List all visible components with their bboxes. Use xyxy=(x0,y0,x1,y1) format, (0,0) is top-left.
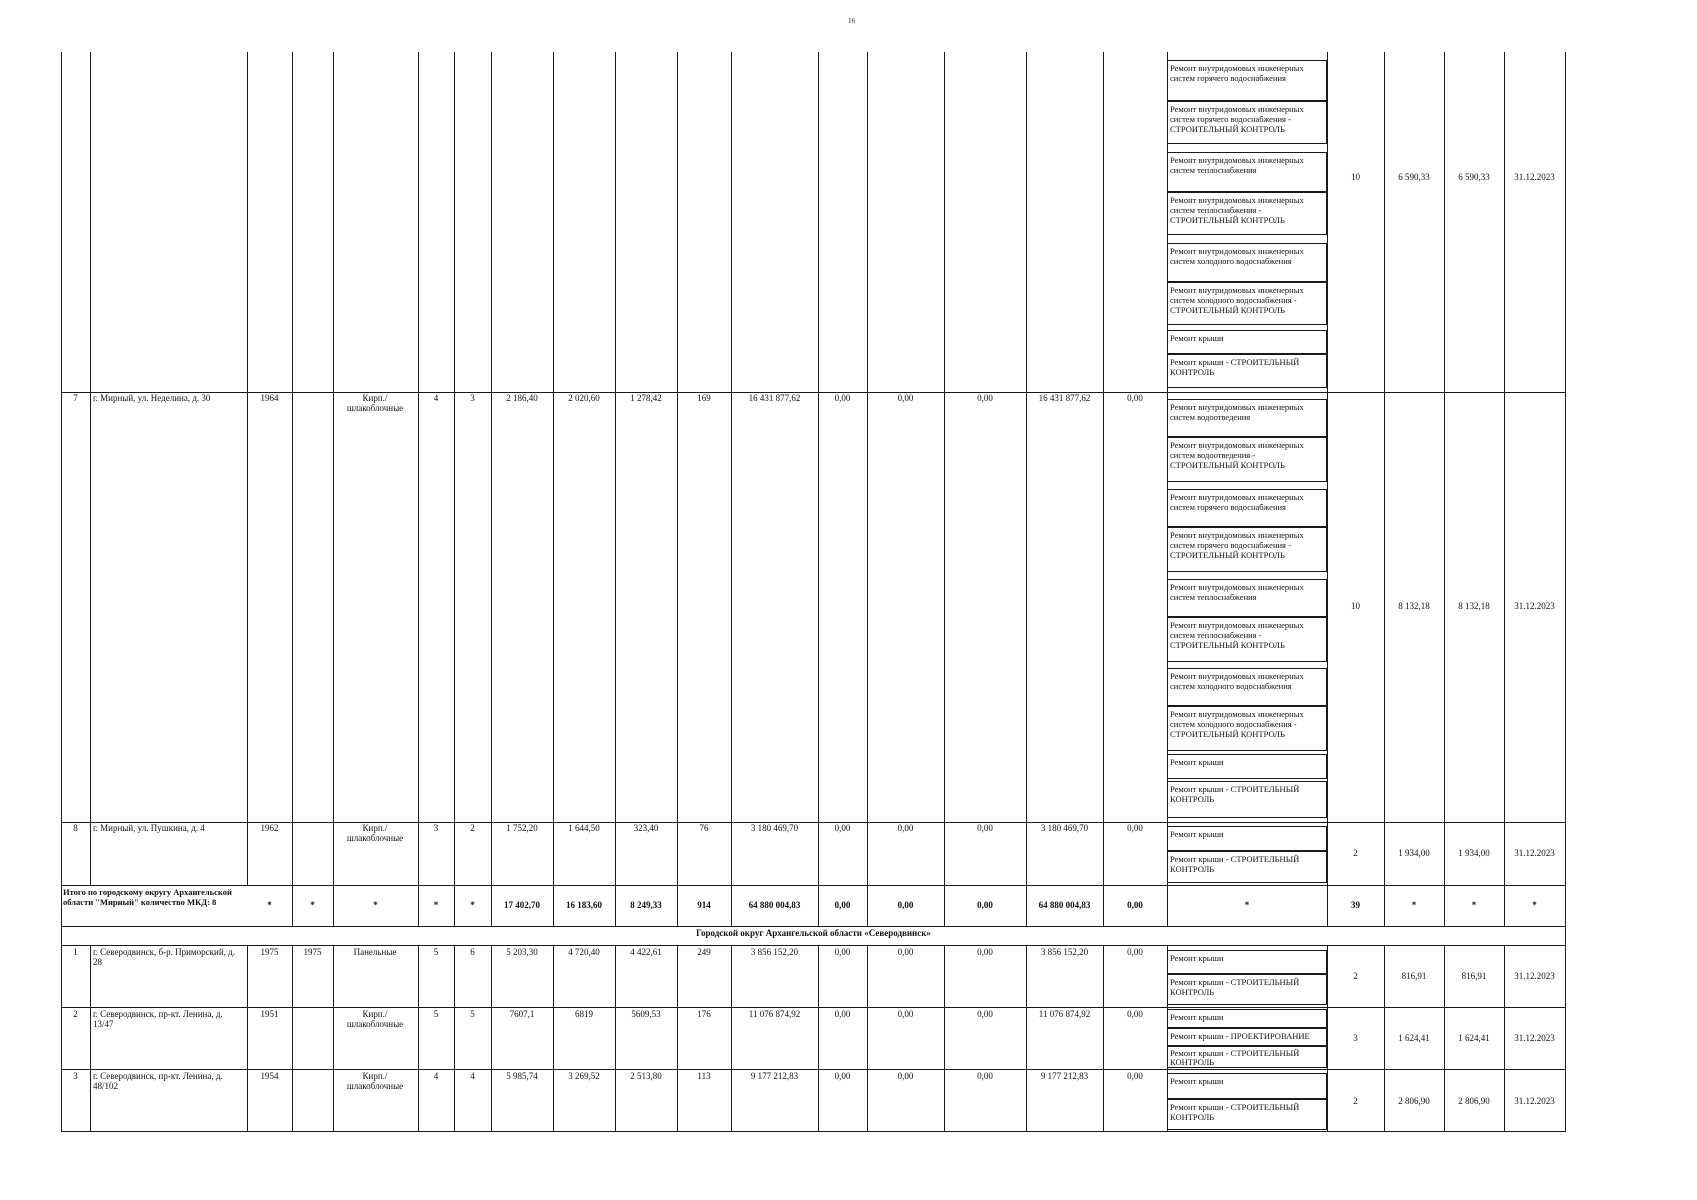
grid-line xyxy=(454,52,455,927)
cost-per-m2: 2 806,90 xyxy=(1398,1096,1430,1106)
grid-line xyxy=(731,52,732,927)
completion-date: 31.12.2023 xyxy=(1514,1033,1555,1043)
total-area-owned: 8 249,33 xyxy=(630,900,662,910)
fund-federal: 0,00 xyxy=(834,393,851,403)
work-type-cell: Ремонт крыши xyxy=(1167,754,1327,779)
cont-date: 31.12.2023 xyxy=(1514,172,1555,182)
work-type-cell: Ремонт крыши xyxy=(1167,950,1327,974)
grid-line xyxy=(1026,52,1027,927)
work-type-cell: Ремонт внутридомовых инженерных систем теплоснабжения - СТРОИТЕЛЬНЫЙ КОНТРОЛЬ xyxy=(1167,192,1327,235)
area-residential: 2 020,60 xyxy=(568,393,600,403)
floors: 5 xyxy=(433,947,439,957)
work-type-cell: Ремонт крыши xyxy=(1167,1073,1327,1099)
address: г. Северодвинск, пр-кт. Ленина, д. 48/102 xyxy=(93,1071,223,1091)
area-owned: 2 513,80 xyxy=(630,1071,662,1081)
total-work-count: 39 xyxy=(1351,900,1360,910)
fund-other: 0,00 xyxy=(1127,947,1143,957)
fund-owners: 16 431 877,62 xyxy=(1038,393,1091,403)
fund-local: 0,00 xyxy=(977,1009,993,1019)
year-built: 1962 xyxy=(260,823,279,833)
grid-line xyxy=(867,945,868,1132)
entrances: 2 xyxy=(470,823,475,833)
grid-line xyxy=(731,945,732,1132)
grid-line xyxy=(553,52,554,927)
limit: 8 132,18 xyxy=(1458,601,1490,611)
year-built: 1975 xyxy=(260,947,279,957)
row-number: 7 xyxy=(73,393,78,403)
limit: 1 624,41 xyxy=(1458,1033,1490,1043)
grid-line xyxy=(491,945,492,1132)
work-type-cell: Ремонт внутридомовых инженерных систем горячего водоснабжения - СТРОИТЕЛЬНЫЙ КОНТРОЛЬ xyxy=(1167,527,1327,572)
entrances: 6 xyxy=(470,947,475,957)
year-built: 1951 xyxy=(260,1009,279,1019)
area-residential: 1 644,50 xyxy=(568,823,600,833)
row-number: 3 xyxy=(73,1071,78,1081)
year-commissioned: 1975 xyxy=(303,947,322,957)
grid-line xyxy=(677,52,678,927)
grid-line xyxy=(491,52,492,927)
entrances: 5 xyxy=(470,1009,475,1019)
work-type-cell: Ремонт крыши xyxy=(1167,330,1327,354)
grid-line xyxy=(418,945,419,1132)
grid-line xyxy=(292,945,293,1132)
row-number: 2 xyxy=(73,1009,78,1019)
fund-federal: 0,00 xyxy=(834,947,851,957)
cost-per-m2: 8 132,18 xyxy=(1398,601,1430,611)
fund-other: 0,00 xyxy=(1127,393,1143,403)
work-count: 2 xyxy=(1353,971,1358,981)
grid-line xyxy=(247,945,248,1132)
cont-work-count: 10 xyxy=(1351,172,1360,182)
area-total: 7607,1 xyxy=(509,1009,535,1019)
total-star: * xyxy=(310,900,315,910)
section-title: Городской округ Архангельской области «Северодвинск» xyxy=(696,928,931,938)
work-type-cell: Ремонт крыши - СТРОИТЕЛЬНЫЙ КОНТРОЛЬ xyxy=(1167,851,1327,883)
total-star: * xyxy=(470,900,475,910)
fund-other: 0,00 xyxy=(1127,1071,1143,1081)
fund-other: 0,00 xyxy=(1127,823,1143,833)
entrances: 4 xyxy=(470,1071,475,1081)
work-type-cell: Ремонт внутридомовых инженерных систем теплоснабжения xyxy=(1167,152,1327,192)
cost-total: 11 076 874,92 xyxy=(748,1009,801,1019)
wall-material: Кирп./ шлакоблочные xyxy=(346,1071,404,1091)
cost-per-m2: 1 624,41 xyxy=(1398,1033,1430,1043)
row-border xyxy=(61,1131,1566,1132)
grid-line xyxy=(61,52,62,1132)
cost-total: 3 180 469,70 xyxy=(750,823,799,833)
fund-local: 0,00 xyxy=(977,1071,993,1081)
work-type-cell: Ремонт крыши - ПРОЕКТИРОВАНИЕ xyxy=(1167,1028,1327,1046)
area-residential: 3 269,52 xyxy=(568,1071,600,1081)
fund-owners: 11 076 874,92 xyxy=(1038,1009,1091,1019)
total-fund-local: 0,00 xyxy=(977,900,993,910)
work-type-cell: Ремонт внутридомовых инженерных систем водоотведения xyxy=(1167,399,1327,437)
work-type-cell: Ремонт внутридомовых инженерных систем холодного водоснабжения xyxy=(1167,668,1327,706)
grid-line xyxy=(1444,52,1445,927)
work-type-cell: Ремонт внутридомовых инженерных систем холодного водоснабжения xyxy=(1167,243,1327,282)
total-fund-federal: 0,00 xyxy=(834,900,851,910)
grid-line xyxy=(292,52,293,927)
grid-line xyxy=(944,52,945,927)
fund-federal: 0,00 xyxy=(834,1071,851,1081)
area-owned: 4 422,61 xyxy=(630,947,662,957)
area-total: 1 752,20 xyxy=(506,823,538,833)
year-built: 1954 xyxy=(260,1071,279,1081)
wall-material: Кирп./ шлакоблочные xyxy=(346,823,404,843)
fund-owners: 9 177 212,83 xyxy=(1040,1071,1089,1081)
cost-total: 3 856 152,20 xyxy=(750,947,799,957)
fund-local: 0,00 xyxy=(977,823,993,833)
floors: 5 xyxy=(433,1009,439,1019)
cost-per-m2: 1 934,00 xyxy=(1398,848,1430,858)
row-border xyxy=(61,1069,1566,1070)
grid-line xyxy=(90,945,91,1132)
completion-date: 31.12.2023 xyxy=(1514,848,1555,858)
fund-other: 0,00 xyxy=(1127,1009,1143,1019)
work-type-cell: Ремонт внутридомовых инженерных систем теплоснабжения - СТРОИТЕЛЬНЫЙ КОНТРОЛЬ xyxy=(1167,617,1327,662)
fund-federal: 0,00 xyxy=(834,1009,851,1019)
residents: 76 xyxy=(699,823,709,833)
cont-cost-per-m2: 6 590,33 xyxy=(1398,172,1430,182)
limit: 816,91 xyxy=(1461,971,1487,981)
grid-line xyxy=(1384,52,1385,927)
grid-line xyxy=(944,945,945,1132)
fund-regional: 0,00 xyxy=(897,947,914,957)
fund-owners: 3 856 152,20 xyxy=(1040,947,1089,957)
row-border xyxy=(61,945,1566,946)
grid-line xyxy=(333,52,334,927)
fund-local: 0,00 xyxy=(977,947,993,957)
grid-line xyxy=(454,945,455,1132)
area-residential: 4 720,40 xyxy=(568,947,600,957)
work-type-cell: Ремонт внутридомовых инженерных систем холодного водоснабжения - СТРОИТЕЛЬНЫЙ КОНТРОЛЬ xyxy=(1167,706,1327,751)
area-total: 5 985,74 xyxy=(506,1071,538,1081)
work-count: 2 xyxy=(1353,1096,1358,1106)
grid-line xyxy=(247,52,248,885)
wall-material: Кирп./ шлакоблочные xyxy=(346,1009,404,1029)
area-owned: 1 278,42 xyxy=(630,393,662,403)
total-area-residential: 16 183,60 xyxy=(566,900,602,910)
floors: 3 xyxy=(433,823,439,833)
fund-local: 0,00 xyxy=(977,393,993,403)
total-star: * xyxy=(373,900,378,910)
work-type-cell: Ремонт крыши - СТРОИТЕЛЬНЫЙ КОНТРОЛЬ xyxy=(1167,1099,1327,1130)
limit: 2 806,90 xyxy=(1458,1096,1490,1106)
work-type-cell: Ремонт внутридомовых инженерных систем горячего водоснабжения xyxy=(1167,60,1327,101)
total-fund-owners: 64 880 004,83 xyxy=(1038,900,1091,910)
total-star: * xyxy=(1244,900,1250,910)
cont-limit: 6 590,33 xyxy=(1458,172,1490,182)
grid-line xyxy=(1026,945,1027,1132)
grid-line xyxy=(418,52,419,927)
grid-line xyxy=(1327,52,1328,927)
year-built: 1964 xyxy=(260,393,279,403)
limit: 1 934,00 xyxy=(1458,848,1490,858)
cost-total: 9 177 212,83 xyxy=(750,1071,799,1081)
total-cost: 64 880 004,83 xyxy=(748,900,801,910)
row-number: 8 xyxy=(73,823,78,833)
fund-regional: 0,00 xyxy=(897,1009,914,1019)
residents: 176 xyxy=(697,1009,711,1019)
fund-federal: 0,00 xyxy=(834,823,851,833)
total-residents: 914 xyxy=(697,900,711,910)
work-type-cell: Ремонт крыши xyxy=(1167,826,1327,851)
address: г. Мирный, ул. Неделина, д. 30 xyxy=(93,393,211,403)
total-area-total: 17 402,70 xyxy=(504,900,540,910)
total-star: * xyxy=(267,900,272,910)
grid-line xyxy=(90,52,91,885)
total-label: Итого по городскому округу Архангельской области "Мирный" количество МКД: 8 xyxy=(63,887,232,907)
total-fund-regional: 0,00 xyxy=(897,900,914,910)
residents: 249 xyxy=(697,947,711,957)
cost-per-m2: 816,91 xyxy=(1401,971,1427,981)
residents: 169 xyxy=(697,393,711,403)
work-type-cell: Ремонт крыши - СТРОИТЕЛЬНЫЙ КОНТРОЛЬ xyxy=(1167,974,1327,1005)
work-type-cell: Ремонт внутридомовых инженерных систем горячего водоснабжения xyxy=(1167,489,1327,527)
work-type-cell: Ремонт внутридомовых инженерных систем горячего водоснабжения - СТРОИТЕЛЬНЫЙ КОНТРОЛЬ xyxy=(1167,101,1327,144)
row-border xyxy=(61,1007,1566,1008)
total-star: * xyxy=(433,900,439,910)
total-star: * xyxy=(1411,900,1417,910)
grid-line xyxy=(615,945,616,1132)
work-type-cell: Ремонт крыши xyxy=(1167,1009,1327,1028)
work-type-cell: Ремонт крыши - СТРОИТЕЛЬНЫЙ КОНТРОЛЬ xyxy=(1167,781,1327,818)
work-type-cell: Ремонт внутридомовых инженерных систем теплоснабжения xyxy=(1167,579,1327,617)
total-star: * xyxy=(1471,900,1477,910)
address: г. Северодвинск, пр-кт. Ленина, д. 13/47 xyxy=(93,1009,223,1029)
wall-material: Панельные xyxy=(353,947,397,957)
grid-line xyxy=(1504,52,1505,927)
grid-line xyxy=(818,52,819,927)
grid-line xyxy=(677,945,678,1132)
address: г. Мирный, ул. Пушкина, д. 4 xyxy=(93,823,205,833)
grid-line xyxy=(333,945,334,1132)
row-border xyxy=(61,926,1566,927)
wall-material: Кирп./ шлакоблочные xyxy=(346,393,404,413)
grid-line xyxy=(1565,52,1566,1132)
work-type-cell: Ремонт внутридомовых инженерных систем водоотведения - СТРОИТЕЛЬНЫЙ КОНТРОЛЬ xyxy=(1167,437,1327,482)
work-type-cell: Ремонт внутридомовых инженерных систем холодного водоснабжения - СТРОИТЕЛЬНЫЙ КОНТРОЛЬ xyxy=(1167,282,1327,325)
grid-line xyxy=(867,52,868,927)
total-fund-other: 0,00 xyxy=(1127,900,1143,910)
page-number: 16 xyxy=(848,17,855,25)
area-total: 5 203,30 xyxy=(506,947,538,957)
area-residential: 6819 xyxy=(575,1009,593,1019)
work-type-cell: Ремонт крыши - СТРОИТЕЛЬНЫЙ КОНТРОЛЬ xyxy=(1167,354,1327,388)
floors: 4 xyxy=(433,393,439,403)
completion-date: 31.12.2023 xyxy=(1514,971,1555,981)
area-owned: 323,40 xyxy=(633,823,659,833)
row-number: 1 xyxy=(73,947,78,957)
fund-regional: 0,00 xyxy=(897,1071,914,1081)
total-star: * xyxy=(1532,900,1537,910)
work-count: 2 xyxy=(1353,848,1358,858)
entrances: 3 xyxy=(470,393,475,403)
grid-line xyxy=(818,945,819,1132)
address: г. Северодвинск, б-р. Приморский, д. 28 xyxy=(93,947,235,967)
cost-total: 16 431 877,62 xyxy=(748,393,801,403)
work-count: 3 xyxy=(1353,1033,1358,1043)
completion-date: 31.12.2023 xyxy=(1514,601,1555,611)
fund-regional: 0,00 xyxy=(897,823,914,833)
floors: 4 xyxy=(433,1071,439,1081)
fund-regional: 0,00 xyxy=(897,393,914,403)
grid-line xyxy=(1103,945,1104,1132)
grid-line xyxy=(1103,52,1104,927)
row-border xyxy=(61,885,1566,886)
residents: 113 xyxy=(697,1071,711,1081)
work-count: 10 xyxy=(1351,601,1360,611)
area-total: 2 186,40 xyxy=(506,393,538,403)
fund-owners: 3 180 469,70 xyxy=(1040,823,1089,833)
completion-date: 31.12.2023 xyxy=(1514,1096,1555,1106)
area-owned: 5609,53 xyxy=(631,1009,661,1019)
grid-line xyxy=(615,52,616,927)
work-type-cell: Ремонт крыши - СТРОИТЕЛЬНЫЙ КОНТРОЛЬ xyxy=(1167,1046,1327,1068)
grid-line xyxy=(553,945,554,1132)
